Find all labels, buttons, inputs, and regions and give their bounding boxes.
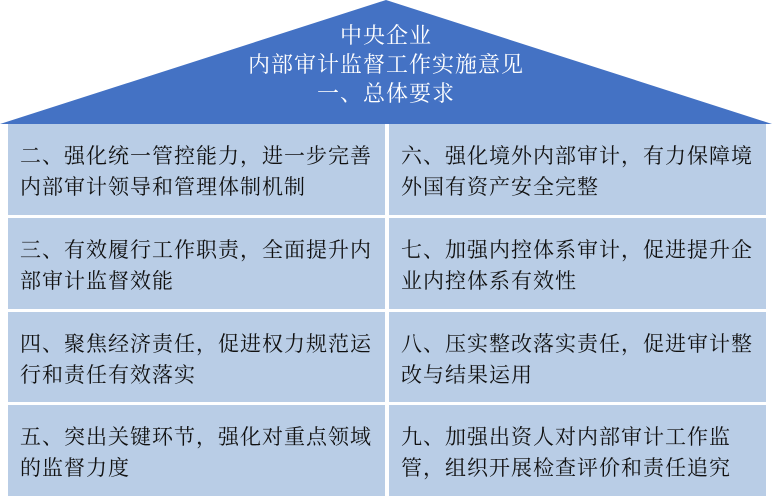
item-8: 八、压实整改落实责任，促进审计整改与结果运用: [389, 312, 766, 403]
item-4: 四、聚焦经济责任，促进权力规范运行和责任有效落实: [8, 312, 385, 403]
item-3: 三、有效履行工作职责，全面提升内部审计监督效能: [8, 218, 385, 309]
title-line-2: 内部审计监督工作实施意见: [247, 53, 524, 78]
item-5: 五、突出关键环节，强化对重点领域的监督力度: [8, 405, 385, 496]
item-2: 二、强化统一管控能力，进一步完善内部审计领导和管理体制机制: [8, 124, 385, 215]
title-line-1: 中央企业: [339, 24, 432, 49]
item-7: 七、加强内控体系审计，促进提升企业内控体系有效性: [389, 218, 766, 309]
item-9: 九、加强出资人对内部审计工作监管，组织开展检查评价和责任追究: [389, 405, 766, 496]
roof-title: [0, 22, 772, 109]
title-line-3: 一、总体要求: [316, 82, 455, 107]
item-6: 六、强化境外内部审计，有力保障境外国有资产安全完整: [389, 124, 766, 215]
requirements-grid: [8, 124, 766, 496]
